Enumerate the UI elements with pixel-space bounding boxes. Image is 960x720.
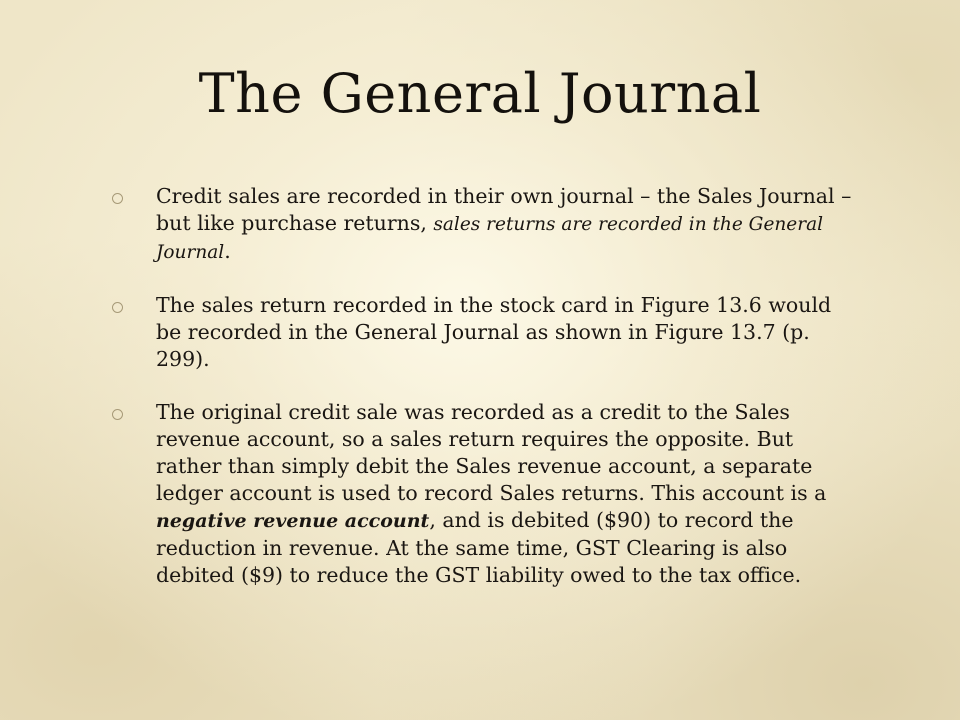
bullet-text: The original credit sale was recorded as a credit to the Sales revenue account, so a sales return requires the opposite. But rather than simply debit the Sales revenue account, a separate ledger account is used to record Sales returns. This account is a — [156, 400, 827, 505]
bullet-text: The sales return recorded in the stock card in Figure 13.6 would be recorded in the General Journal as shown in Figure 13.7 (p. 299). — [156, 293, 832, 371]
circle-bullet-icon — [112, 302, 123, 313]
bullet-item — [112, 292, 852, 373]
circle-bullet-icon — [112, 409, 123, 420]
bullet-text: , and is debited ($90) to record the reduction in revenue. At the same time, GST Clearing is also debited ($9) to reduce the GST liability owed to the tax office. — [156, 508, 802, 587]
circle-bullet-icon — [112, 193, 123, 204]
bullet-emphasis-text: negative revenue account — [156, 510, 430, 532]
bullet-item — [112, 183, 852, 266]
bullet-text: . — [224, 239, 231, 263]
bullet-list — [112, 183, 852, 615]
bullet-text: Credit sales are recorded in their own journal – the Sales Journal – but like purchase returns, — [156, 184, 852, 235]
bullet-italic-text: sales returns are recorded in the General Journal — [156, 214, 824, 263]
bullet-item — [112, 399, 852, 589]
slide-title: The General Journal — [198, 62, 762, 125]
